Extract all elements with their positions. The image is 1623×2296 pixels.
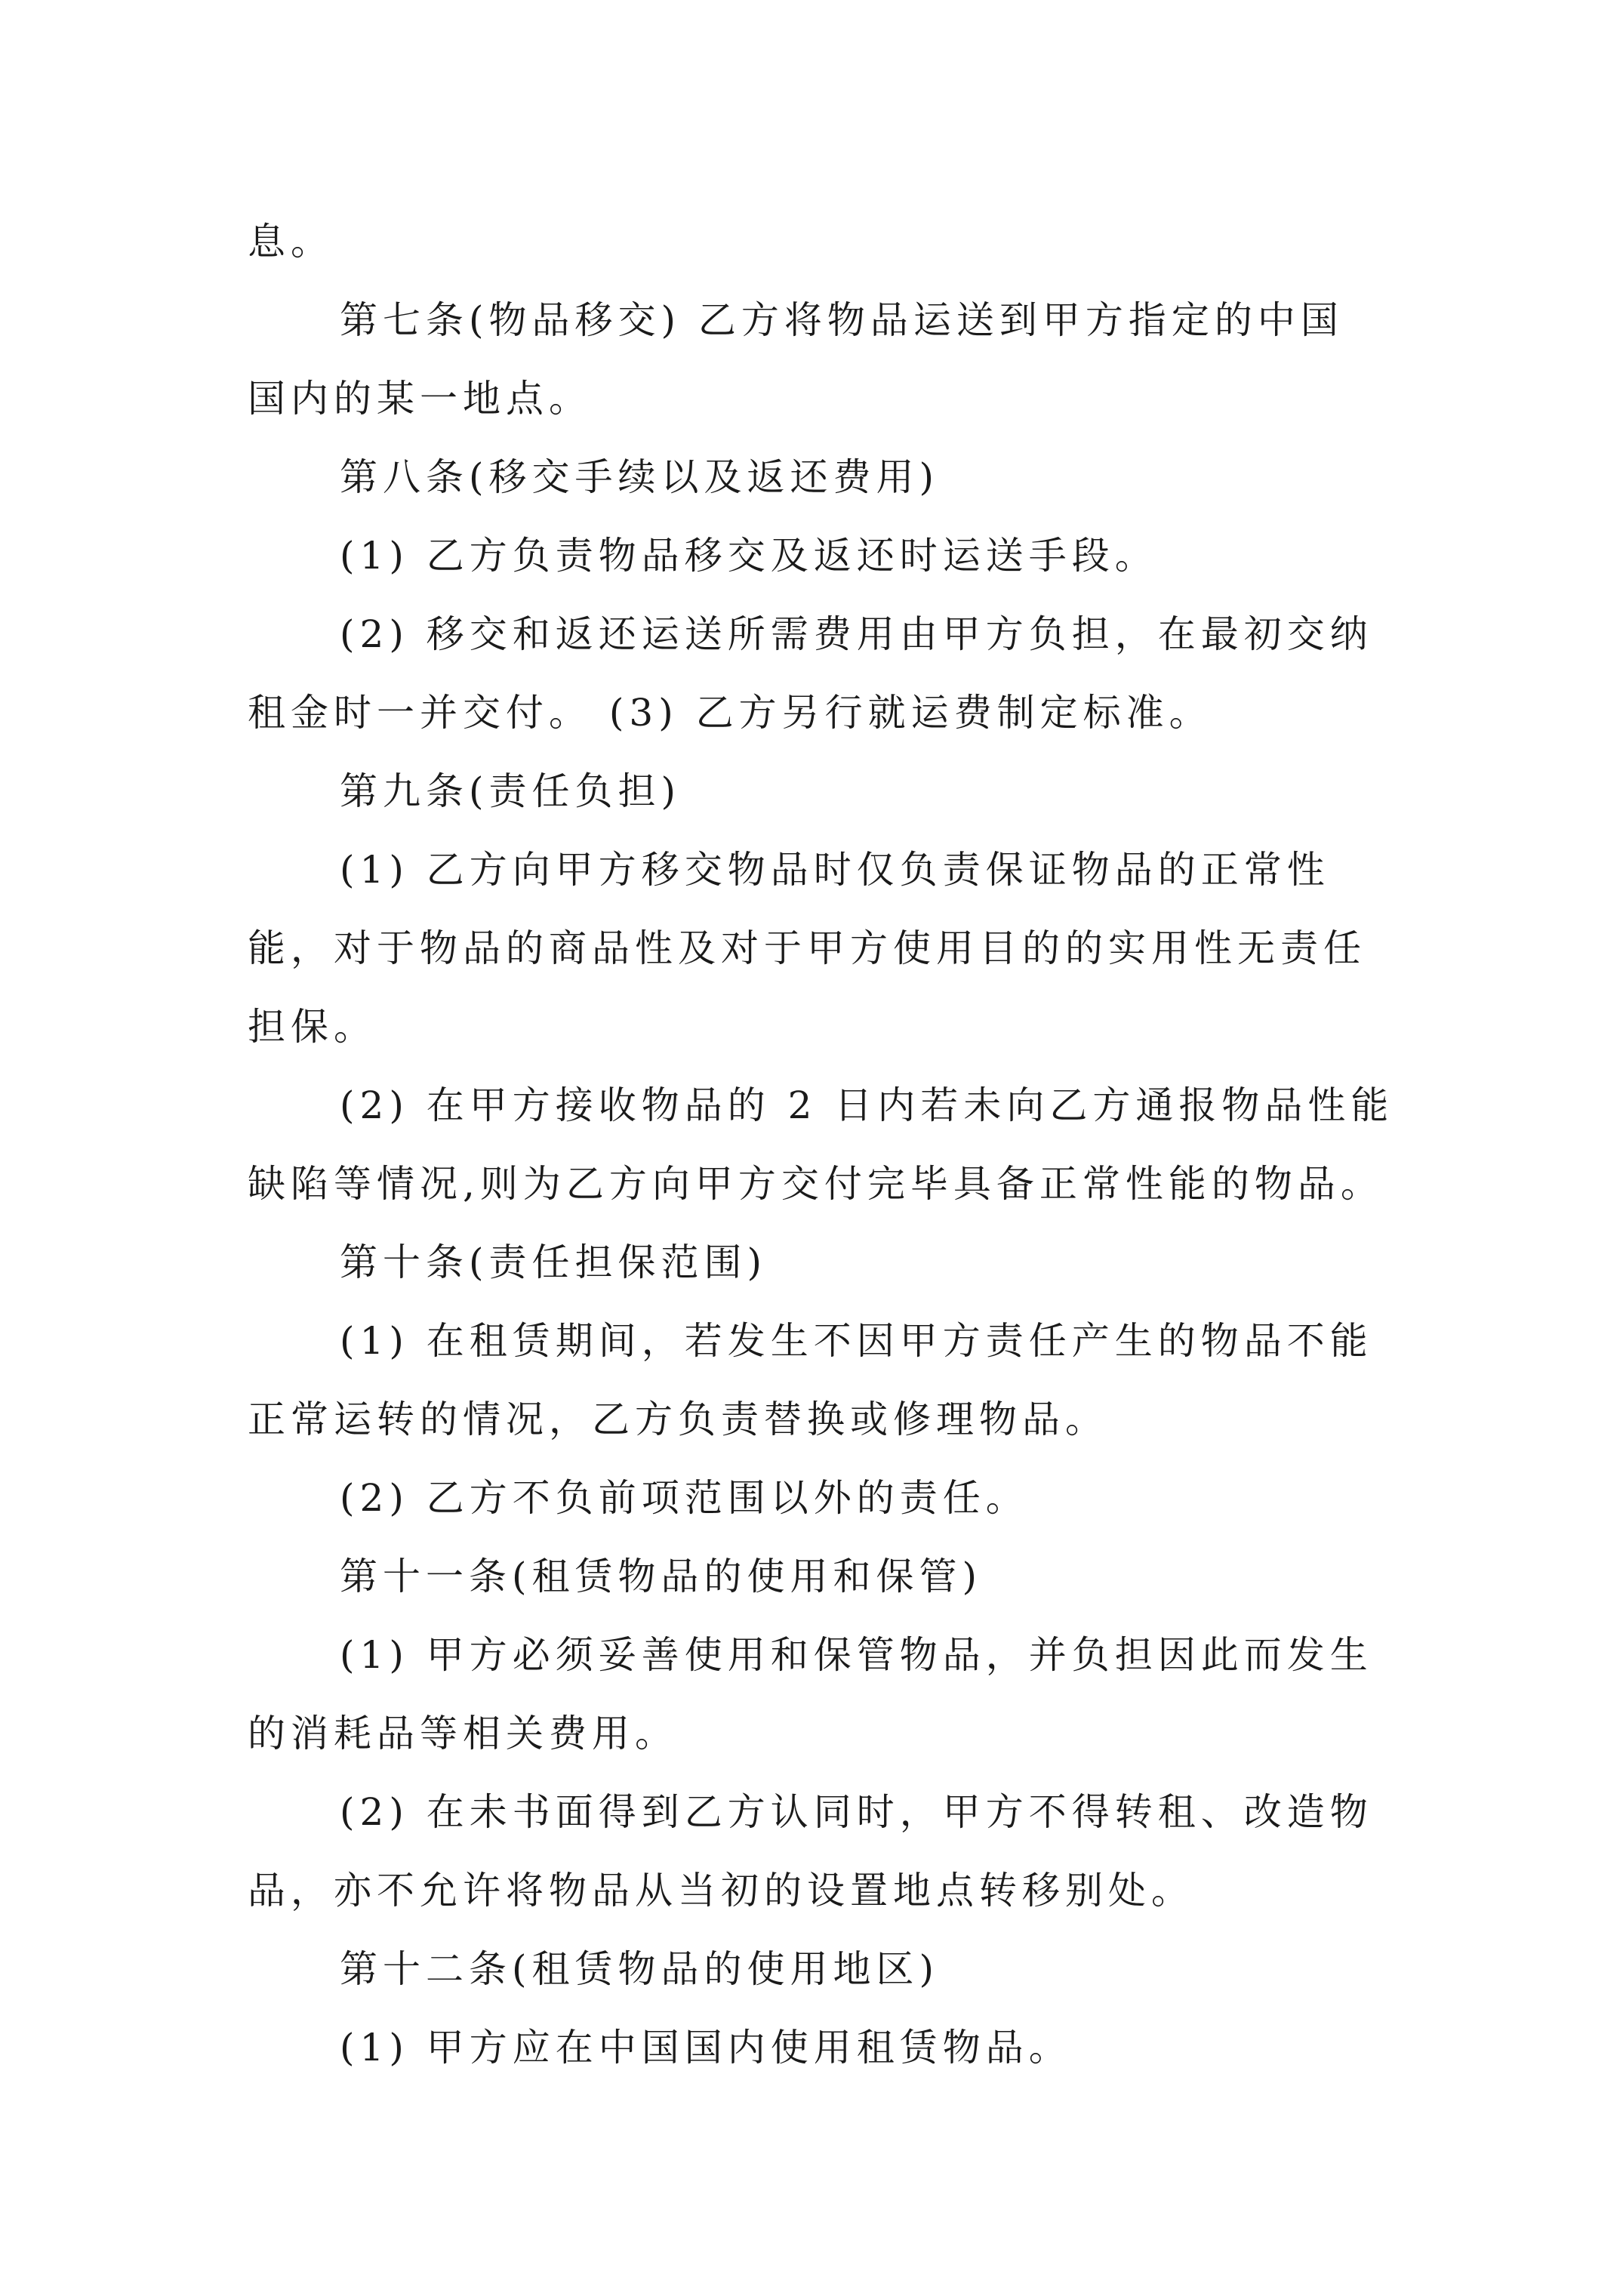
clause-item: (2) 在未书面得到乙方认同时，甲方不得转租、改造物 xyxy=(340,1790,1373,1834)
clause-item: (2) 移交和返还运送所需费用由甲方负担，在最初交纳 xyxy=(340,612,1373,656)
text-line: 能，对于物品的商品性及对于甲方使用目的的实用性无责任 xyxy=(248,926,1366,970)
text-line: 息。 xyxy=(248,220,334,264)
clause-item: (1) 甲方应在中国国内使用租赁物品。 xyxy=(340,2026,1072,2069)
clause-item: (2) 乙方不负前项范围以外的责任。 xyxy=(340,1476,1029,1520)
clause-item: (1) 在租赁期间，若发生不因甲方责任产生的物品不能 xyxy=(340,1319,1373,1363)
text-line: 的消耗品等相关费用。 xyxy=(248,1712,678,1755)
article-11-heading: 第十一条(租赁物品的使用和保管) xyxy=(340,1555,983,1598)
text-line: 正常运转的情况，乙方负责替换或修理物品。 xyxy=(248,1398,1108,1441)
clause-item: (1) 甲方必须妥善使用和保管物品，并负担因此而发生 xyxy=(340,1633,1373,1677)
text-line: 缺陷等情况,则为乙方向甲方交付完毕具备正常性能的物品。 xyxy=(248,1162,1384,1206)
text-line: 担保。 xyxy=(248,1005,377,1049)
clause-item: (1) 乙方向甲方移交物品时仅负责保证物品的正常性 xyxy=(340,848,1330,892)
article-7-heading: 第七条(物品移交) 乙方将物品运送到甲方指定的中国 xyxy=(340,298,1344,342)
text-line: 租金时一并交付。 (3) 乙方另行就运费制定标准。 xyxy=(248,691,1212,735)
article-8-heading: 第八条(移交手续以及返还费用) xyxy=(340,455,940,499)
text-line: 品，亦不允许将物品从当初的设置地点转移别处。 xyxy=(248,1869,1194,1912)
text-line: 国内的某一地点。 xyxy=(248,377,592,421)
clause-item: (2) 在甲方接收物品的 2 日内若未向乙方通报物品性能 xyxy=(340,1083,1394,1127)
clause-item: (1) 乙方负责物品移交及返还时运送手段。 xyxy=(340,534,1158,578)
article-10-heading: 第十条(责任担保范围) xyxy=(340,1240,768,1284)
article-12-heading: 第十二条(租赁物品的使用地区) xyxy=(340,1947,940,1991)
article-9-heading: 第九条(责任负担) xyxy=(340,769,682,813)
